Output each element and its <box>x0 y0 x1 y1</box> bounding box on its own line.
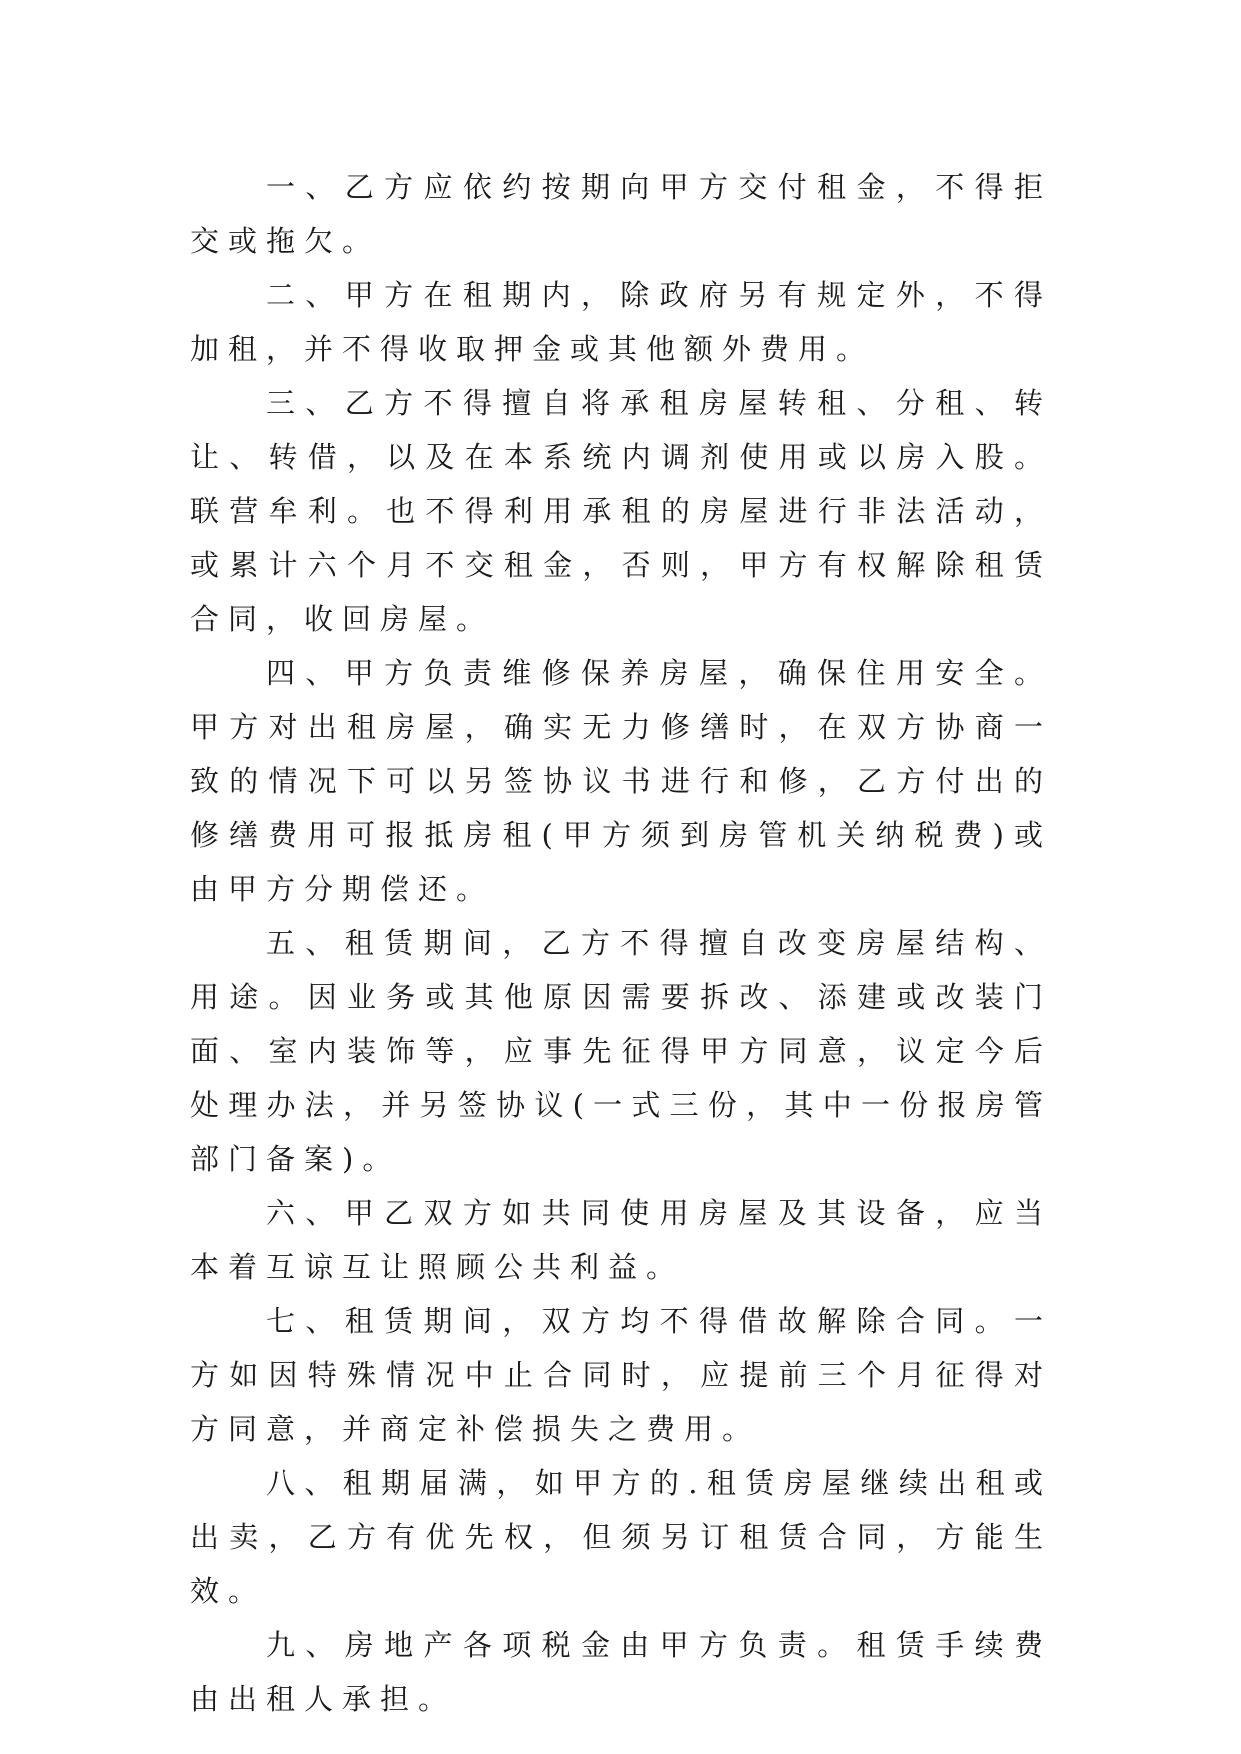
clause-1: 一、乙方应依约按期向甲方交付租金，不得拒交或拖欠。 <box>190 170 1052 258</box>
document-body <box>190 160 1052 1726</box>
clause-6: 六、甲乙双方如共同使用房屋及其设备，应当本着互谅互让照顾公共利益。 <box>190 1196 1052 1284</box>
clause-2: 二、甲方在租期内，除政府另有规定外，不得加租，并不得收取押金或其他额外费用。 <box>190 278 1052 366</box>
clause-9: 九、房地产各项税金由甲方负责。租赁手续费由出租人承担。 <box>190 1628 1052 1716</box>
clause-3: 三、乙方不得擅自将承租房屋转租、分租、转让、转借，以及在本系统内调剂使用或以房入股。联营牟利。也不得利用承租的房屋进行非法活动，或累计六个月不交租金，否则，甲方有权解除租赁合同，收回房屋。 <box>190 386 1052 636</box>
clause-5: 五、租赁期间，乙方不得擅自改变房屋结构、用途。因业务或其他原因需要拆改、添建或改装门面、室内装饰等，应事先征得甲方同意，议定今后处理办法，并另签协议(一式三份，其中一份报房管部门备案)。 <box>190 926 1052 1176</box>
clause-8: 八、租期届满，如甲方的.租赁房屋继续出租或出卖，乙方有优先权，但须另订租赁合同，方能生效。 <box>190 1466 1052 1608</box>
clause-7: 七、租赁期间，双方均不得借故解除合同。一方如因特殊情况中止合同时，应提前三个月征得对方同意，并商定补偿损失之费用。 <box>190 1304 1052 1446</box>
clause-4: 四、甲方负责维修保养房屋，确保住用安全。甲方对出租房屋，确实无力修缮时，在双方协商一致的情况下可以另签协议书进行和修，乙方付出的修缮费用可报抵房租(甲方须到房管机关纳税费)或由甲方分期偿还。 <box>190 656 1052 906</box>
